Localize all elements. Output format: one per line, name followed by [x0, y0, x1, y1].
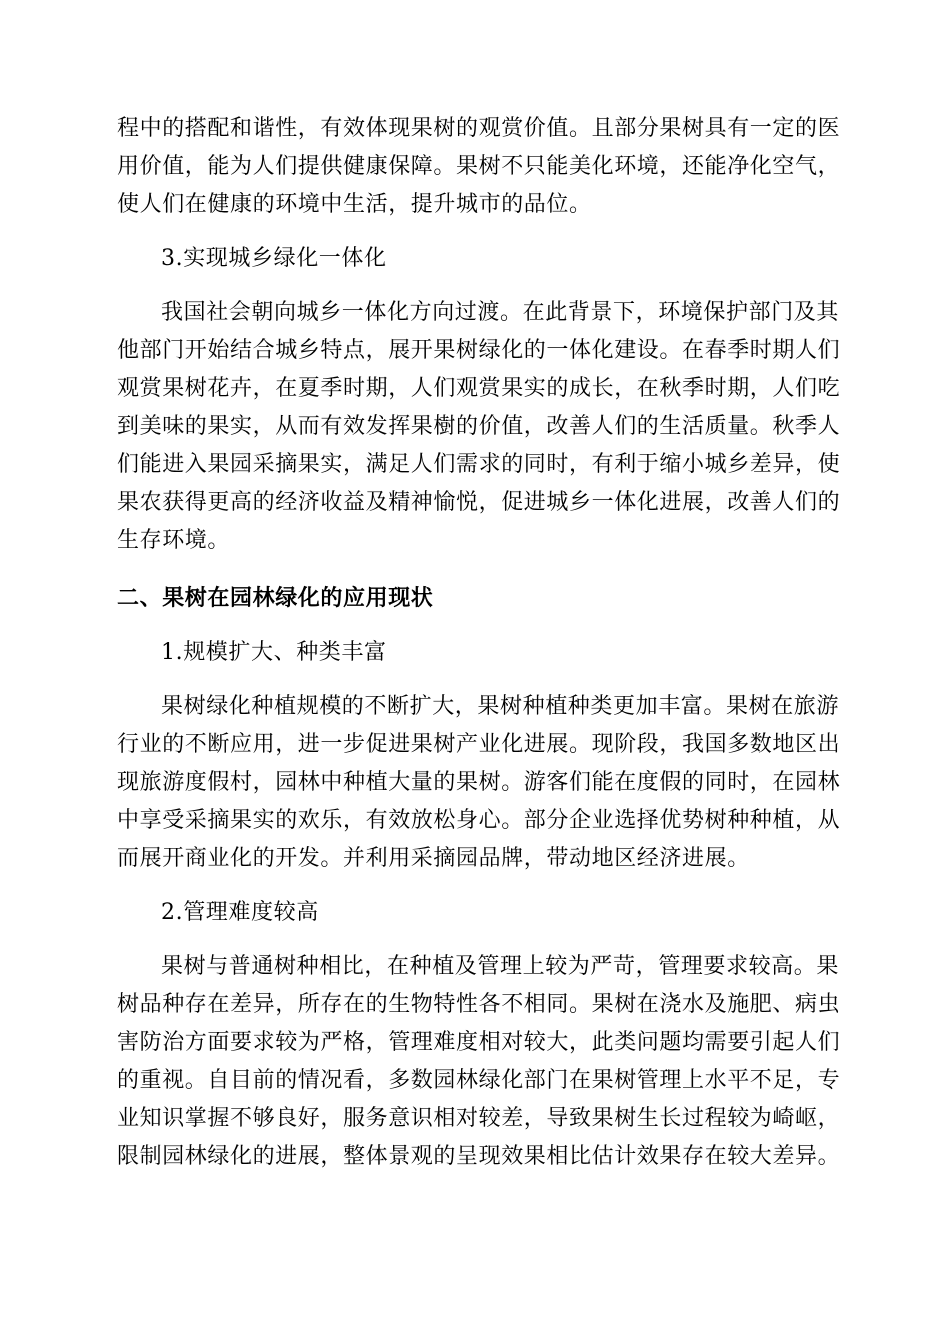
- text-line: 果农获得更高的经济收益及精神愉悦，促进城乡一体化进展，改善人们的: [117, 490, 841, 515]
- text-line: 他部门开始结合城乡特点，展开果树绿化的一体化建设。在春季时期人们: [117, 338, 841, 363]
- text-line: 使人们在健康的环境中生活，提升城市的品位。: [117, 192, 592, 217]
- paragraph-continued: [117, 110, 841, 224]
- text-line: 果树与普通树种相比，在种植及管理上较为严苛，管理要求较高。果: [161, 954, 840, 979]
- text-line: 们能进入果园采摘果实，满足人们需求的同时，有利于缩小城乡差异，使: [117, 452, 841, 477]
- document-page: [117, 110, 841, 1176]
- text-line: 限制园林绿化的进展，整体景观的呈现效果相比估计效果存在较大差异。: [117, 1144, 841, 1169]
- text-line: 到美味的果实，从而有效发挥果樹的价值，改善人们的生活质量。秋季人: [117, 414, 841, 439]
- text-line: 业知识掌握不够良好，服务意识相对较差，导致果树生长过程较为崎岖，: [117, 1106, 841, 1131]
- text-line: 我国社会朝向城乡一体化方向过渡。在此背景下，环境保护部门及其: [161, 300, 840, 325]
- text-line: 的重视。自目前的情况看，多数园林绿化部门在果树管理上水平不足，专: [117, 1068, 841, 1093]
- subsection-title-scale: 1.规模扩大、种类丰富: [161, 640, 387, 665]
- text-line: 生存环境。: [117, 528, 231, 553]
- paragraph-management: [117, 948, 841, 1176]
- text-line: 害防治方面要求较为严格，管理难度相对较大，此类问题均需要引起人们: [117, 1030, 841, 1055]
- text-line: 程中的搭配和谐性，有效体现果树的观赏价值。且部分果树具有一定的医: [117, 116, 841, 141]
- text-line: 树品种存在差异，所存在的生物特性各不相同。果树在浇水及施肥、病虫: [117, 992, 841, 1017]
- subsection-title-urban-rural: 3.实现城乡绿化一体化: [161, 246, 387, 271]
- text-line: 行业的不断应用，进一步促进果树产业化进展。现阶段，我国多数地区出: [117, 732, 841, 757]
- text-line: 用价值，能为人们提供健康保障。果树不只能美化环境，还能净化空气，: [117, 154, 841, 179]
- paragraph-urban-rural: [117, 294, 841, 560]
- text-line: 而展开商业化的开发。并利用采摘园品牌，带动地区经济进展。: [117, 846, 750, 871]
- subsection-title-management: 2.管理难度较高: [161, 900, 319, 925]
- paragraph-scale: [117, 688, 841, 878]
- text-line: 中享受采摘果实的欢乐，有效放松身心。部分企业选择优势树种种植，从: [117, 808, 841, 833]
- text-line: 观赏果树花卉，在夏季时期，人们观赏果实的成长，在秋季时期，人们吃: [117, 376, 841, 401]
- text-line: 果树绿化种植规模的不断扩大，果树种植种类更加丰富。果树在旅游: [161, 694, 840, 719]
- text-line: 现旅游度假村，园林中种植大量的果树。游客们能在度假的同时，在园林: [117, 770, 841, 795]
- section-heading: 二、果树在园林绿化的应用现状: [117, 586, 434, 611]
